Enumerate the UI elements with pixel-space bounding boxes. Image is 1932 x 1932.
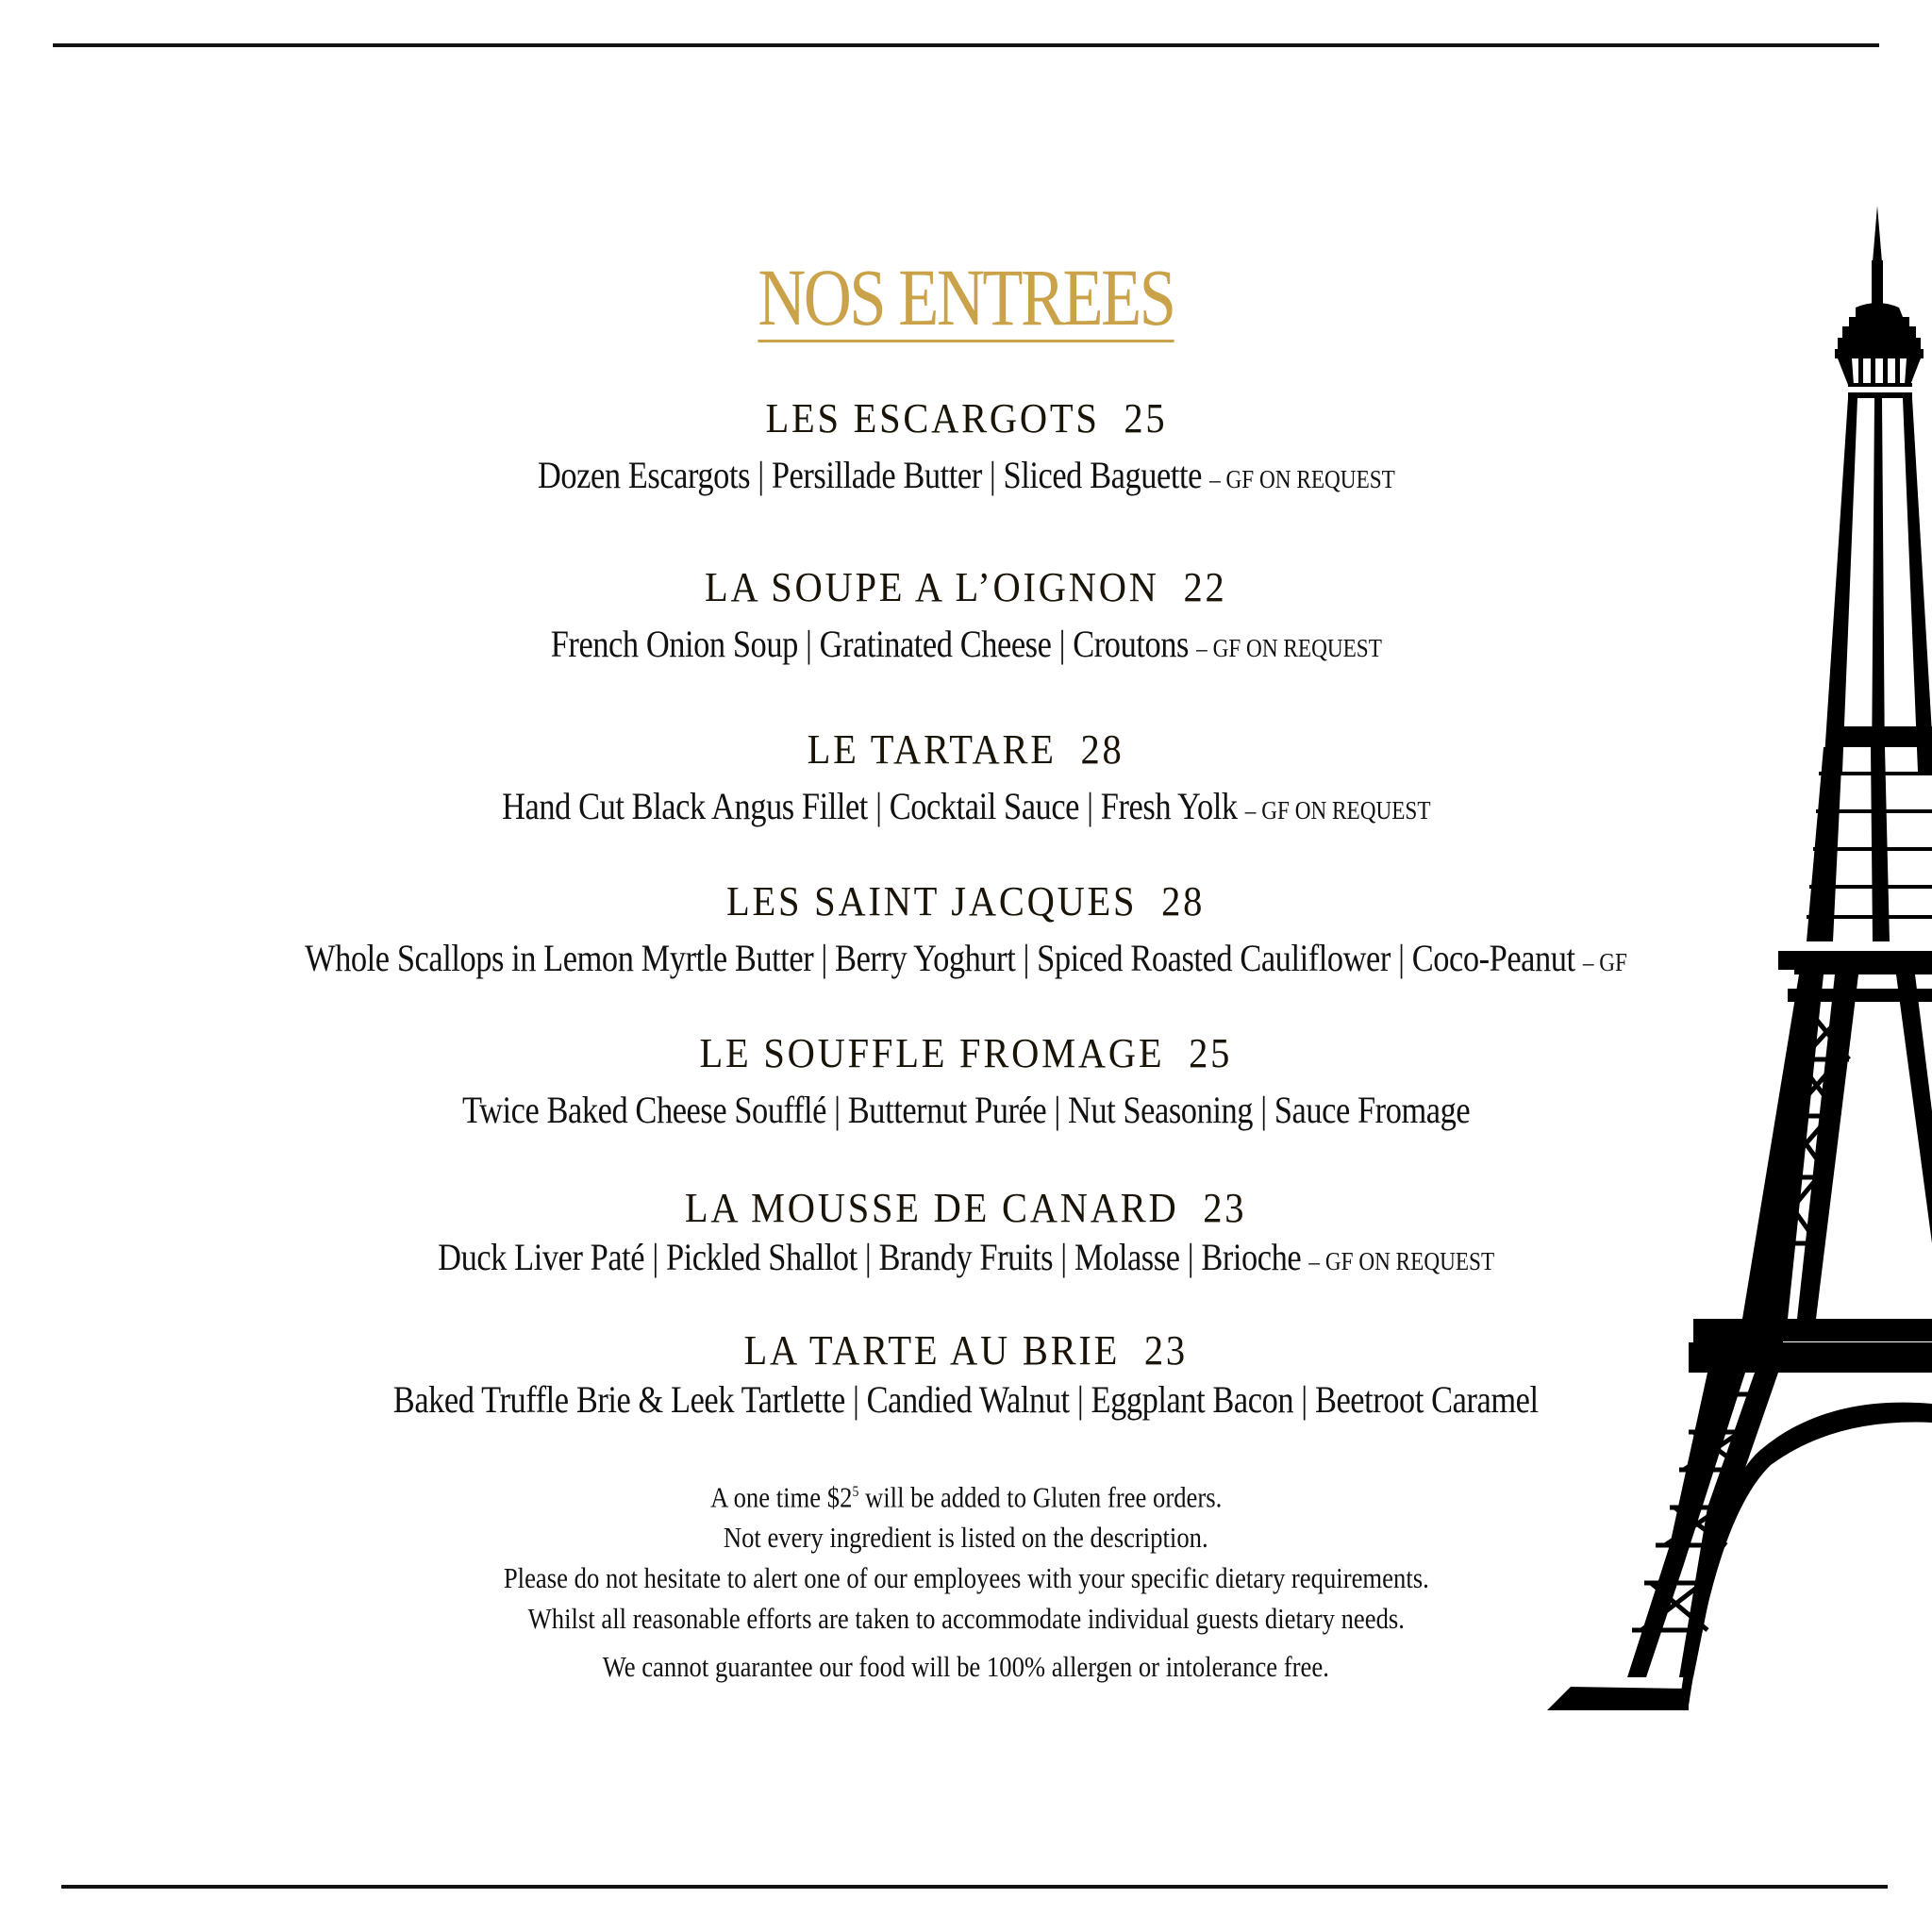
item-price: 28: [1080, 726, 1124, 773]
item-name: LE TARTARE: [808, 726, 1058, 773]
item-price: 25: [1123, 395, 1167, 441]
note-line: We cannot guarantee our food will be 100% allergen or intolerance free.: [602, 1650, 1330, 1684]
top-divider: [53, 43, 1879, 47]
item-name: LA TARTE AU BRIE: [743, 1327, 1121, 1374]
dietary-tag: – GF ON REQUEST: [1208, 465, 1395, 493]
item-description: Hand Cut Black Angus Fillet | Cocktail Sauce | Fresh Yolk: [501, 785, 1238, 827]
item-price: 22: [1183, 564, 1227, 610]
item-price: 23: [1144, 1327, 1189, 1374]
item-price: 25: [1189, 1030, 1233, 1076]
note-line: will be added to Gluten free orders.: [858, 1480, 1223, 1514]
item-description: Dozen Escargots | Persillade Butter | Sliced Baguette: [537, 454, 1202, 496]
item-description: Baked Truffle Brie & Leek Tartlette | Candied Walnut | Eggplant Bacon | Beetroot Caramel: [393, 1378, 1539, 1421]
item-description: French Onion Soup | Gratinated Cheese | Croutons: [550, 623, 1189, 665]
item-name: LES SAINT JACQUES: [726, 878, 1138, 924]
item-description: Duck Liver Paté | Pickled Shallot | Brandy Fruits | Molasse | Brioche: [438, 1236, 1302, 1278]
item-price: 23: [1203, 1185, 1247, 1231]
note-line: A one time $2: [709, 1480, 853, 1514]
note-superscript: 5: [852, 1484, 859, 1500]
note-line: Not every ingredient is listed on the description.: [724, 1521, 1208, 1555]
note-line: Whilst all reasonable efforts are taken to accommodate individual guests dietary needs.: [527, 1602, 1405, 1636]
item-description: Twice Baked Cheese Soufflé | Butternut Purée | Nut Seasoning | Sauce Fromage: [461, 1089, 1471, 1131]
item-name: LE SOUFFLE FROMAGE: [699, 1030, 1165, 1076]
item-name: LA MOUSSE DE CANARD: [685, 1185, 1179, 1231]
dietary-tag: – GF ON REQUEST: [1244, 796, 1431, 824]
item-name: LA SOUPE A L’OIGNON: [705, 564, 1159, 610]
item-price: 28: [1161, 878, 1206, 924]
note-line: Please do not hesitate to alert one of our employees with your specific dietary requirements.: [503, 1561, 1429, 1595]
item-description: Whole Scallops in Lemon Myrtle Butter | Berry Yoghurt | Spiced Roasted Cauliflower | Coco-Peanut: [305, 937, 1575, 979]
page-title-text: NOS ENTREES: [758, 252, 1174, 342]
bottom-divider: [61, 1885, 1888, 1889]
dietary-tag: – GF: [1582, 948, 1627, 976]
dietary-tag: – GF ON REQUEST: [1308, 1247, 1494, 1275]
eiffel-tower-icon: [1524, 206, 1932, 1710]
item-name: LES ESCARGOTS: [765, 395, 1100, 441]
dietary-tag: – GF ON REQUEST: [1195, 634, 1382, 662]
